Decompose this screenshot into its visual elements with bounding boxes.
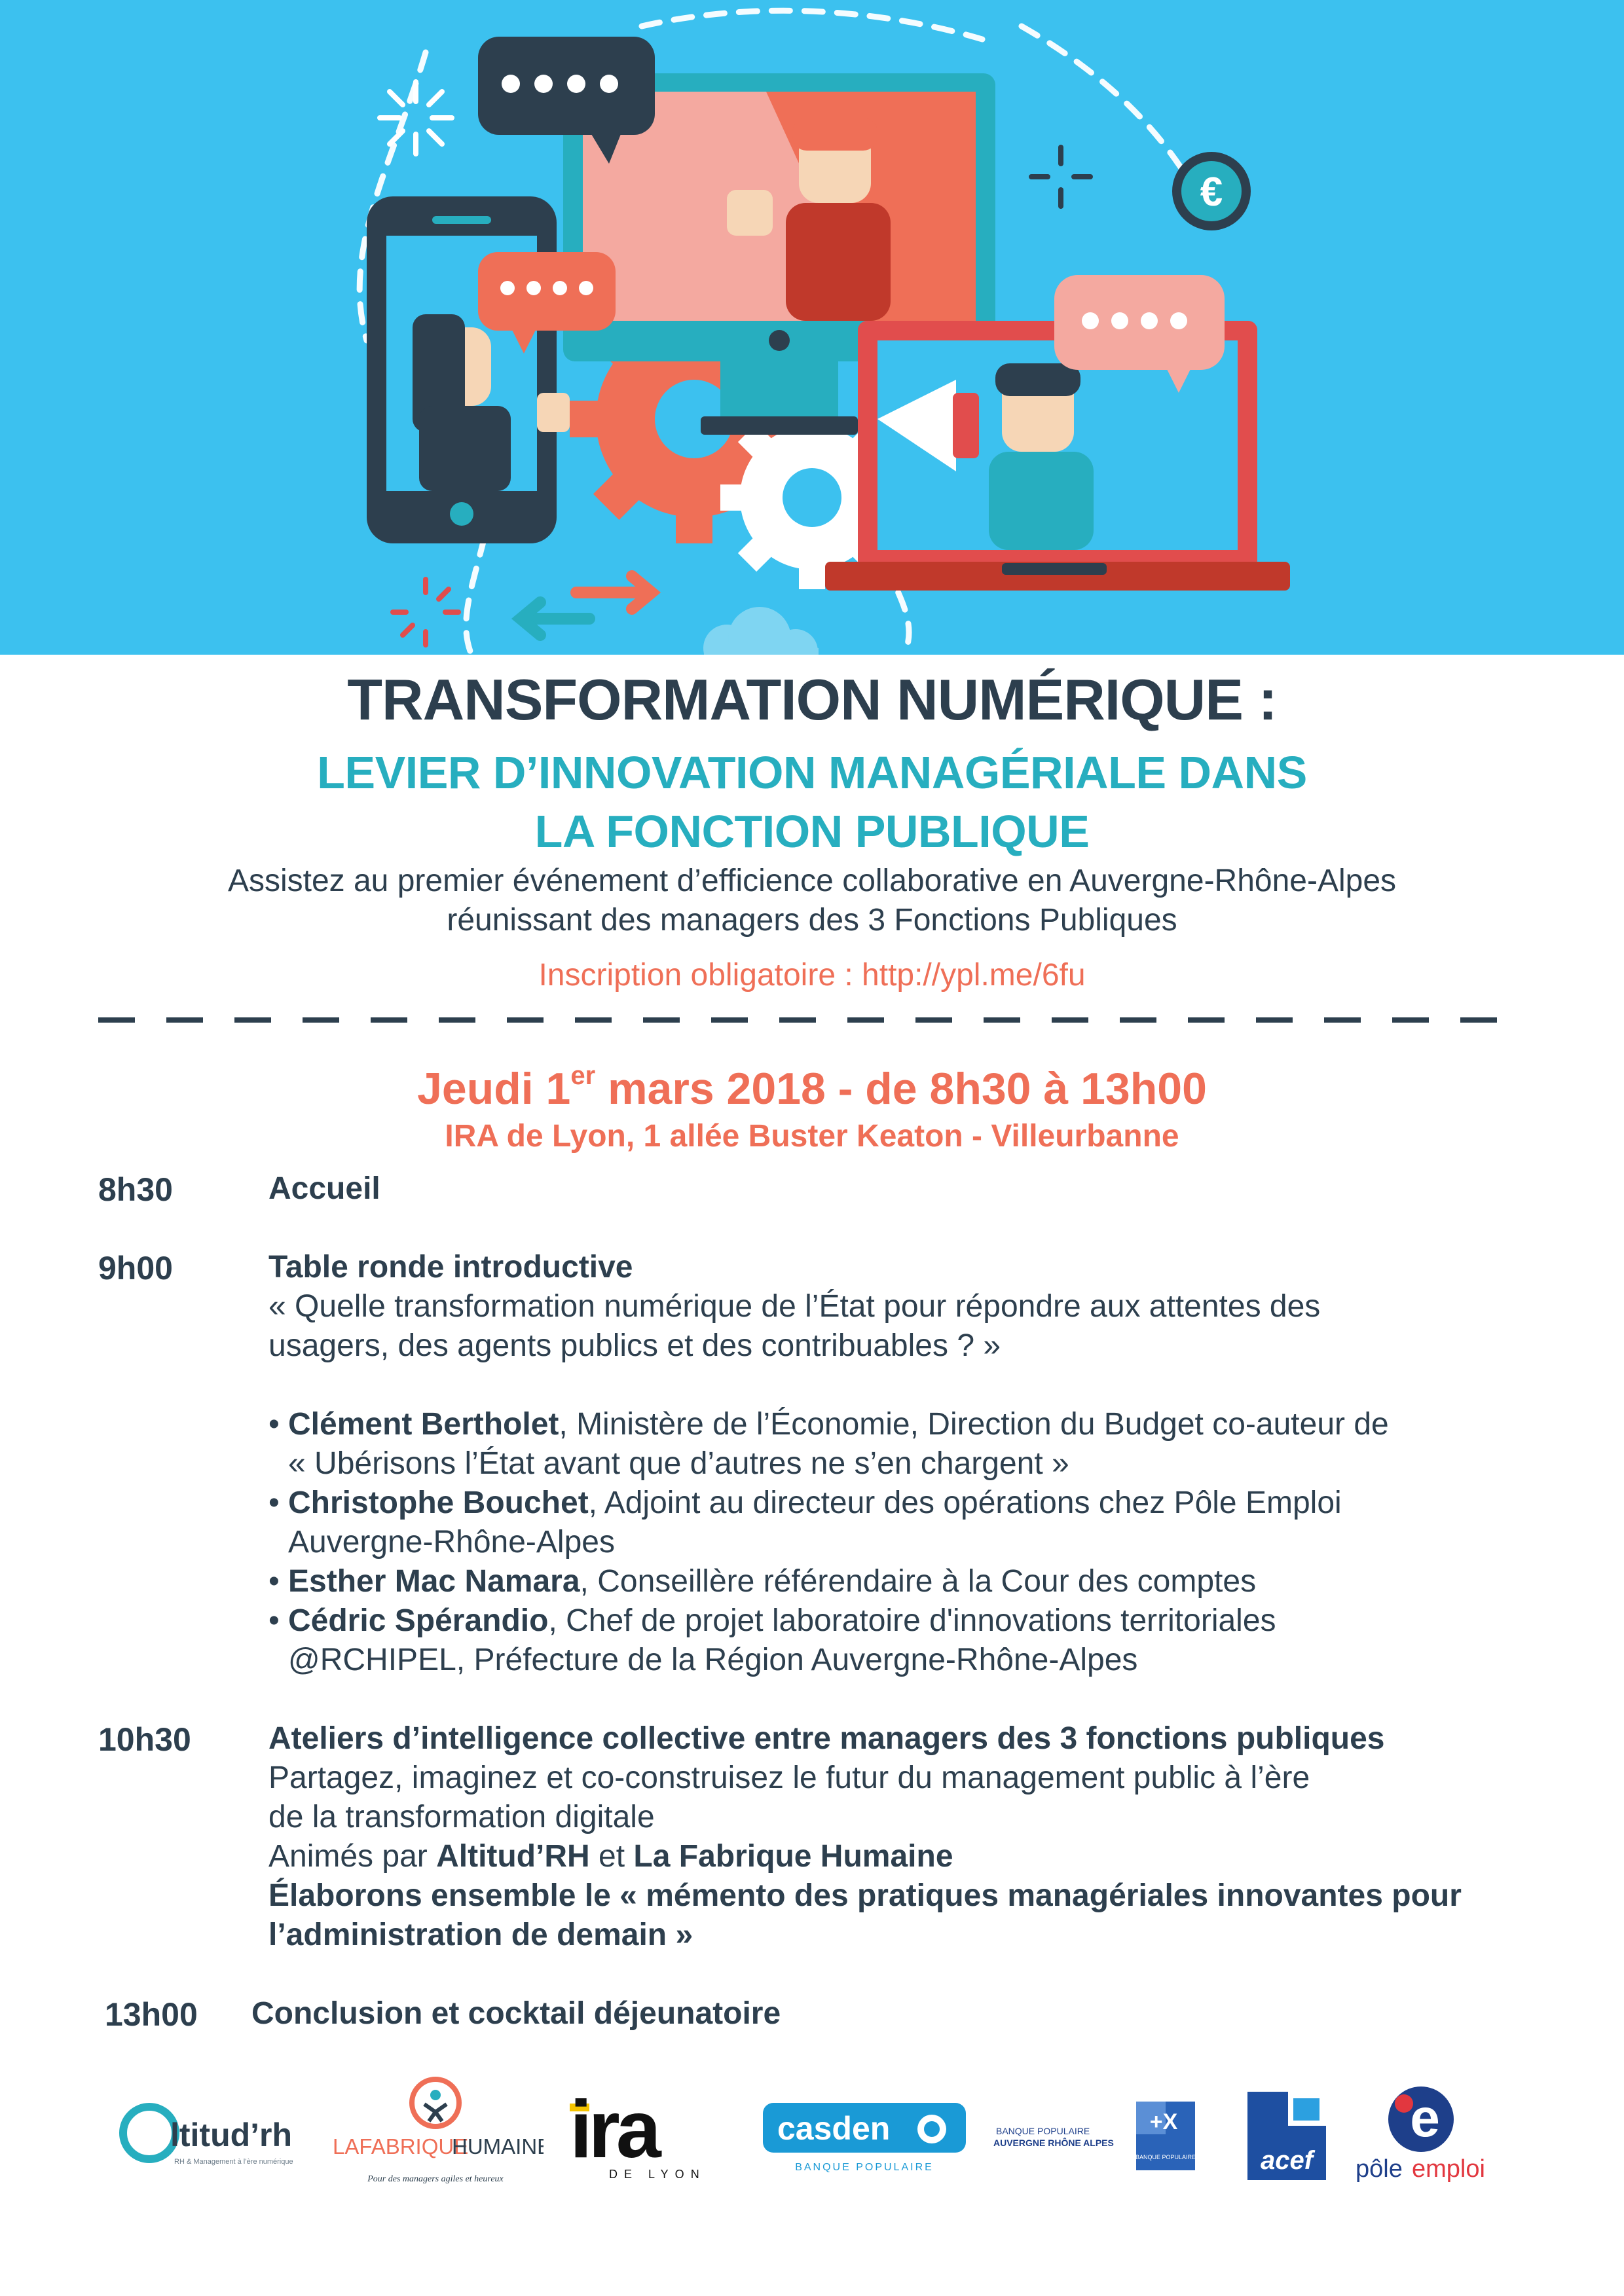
bp-line1: BANQUE POPULAIRE <box>996 2126 1090 2136</box>
laptop-icon <box>825 321 1290 591</box>
sparkle-icon <box>1031 147 1090 206</box>
cloud-icon <box>703 607 819 655</box>
dashed-divider <box>98 1017 1526 1023</box>
hosts-and: et <box>589 1839 634 1874</box>
host-altitud: Altitud’RH <box>436 1839 590 1874</box>
ira-sub: DE LYON <box>609 2168 706 2181</box>
programme-time: 8h30 <box>98 1171 173 1208</box>
pole-word1: pôle <box>1356 2155 1403 2183</box>
fabrique-person-icon <box>412 2079 459 2126</box>
speaker-line <box>288 1603 1276 1639</box>
bullet: • <box>268 1407 280 1442</box>
programme-time: 9h00 <box>98 1250 173 1286</box>
inscription-link[interactable]: Inscription obligatoire : http://ypl.me/6fu <box>538 958 1086 993</box>
bp-badge: +X <box>1149 2109 1178 2134</box>
intro-line-1: Assistez au premier événement d’efficience collaborative en Auvergne-Rhône-Alpes <box>227 864 1397 898</box>
speaker-role-cont: @RCHIPEL, Préfecture de la Région Auvergne-Rhône-Alpes <box>288 1643 1138 1677</box>
programme-title: Table ronde introductive <box>268 1250 633 1285</box>
pole-mark: e <box>1410 2088 1440 2148</box>
altitud-name: ltitud’rh <box>170 2117 293 2153</box>
acef-mark-icon <box>1293 2098 1320 2121</box>
intro-line-2: réunissant des managers des 3 Fonctions Publiques <box>447 903 1177 938</box>
ira-lyon-logo <box>570 2092 720 2183</box>
euro-coin-icon <box>1172 152 1251 230</box>
banque-populaire-logo <box>992 2095 1202 2180</box>
roundtable-question-line-1: « Quelle transformation numérique de l’État pour répondre aux attentes des <box>268 1289 1321 1324</box>
subtitle-line-1: LEVIER D’INNOVATION MANAGÉRIALE DANS <box>317 747 1307 798</box>
bullet: • <box>268 1564 280 1599</box>
speaker-role: , Chef de projet laboratoire d'innovations territoriales <box>548 1603 1276 1638</box>
altitud-circle-icon <box>123 2107 175 2159</box>
event-venue: IRA de Lyon, 1 allée Buster Keaton - Villeurbanne <box>445 1119 1179 1154</box>
date-prefix: Jeudi 1 <box>417 1064 571 1114</box>
speaker-line <box>288 1406 1389 1442</box>
host-fabrique: La Fabrique Humaine <box>633 1839 953 1874</box>
sparkle-icon <box>393 579 458 645</box>
euro-symbol: € <box>1200 170 1223 215</box>
date-suffix: mars 2018 - de 8h30 à 13h00 <box>595 1064 1207 1114</box>
workshop-desc-line-2: de la transformation digitale <box>268 1800 655 1834</box>
speaker-role-cont: « Ubérisons l’État avant que d’autres ne s’en chargent » <box>288 1446 1069 1481</box>
hero-illustration <box>0 0 1624 655</box>
bp-badge-sub: BANQUE POPULAIRE <box>1135 2154 1196 2160</box>
pole-emploi-logo <box>1349 2085 1493 2183</box>
acef-name: acef <box>1260 2146 1314 2175</box>
bp-line2: AUVERGNE RHÔNE ALPES <box>993 2138 1114 2148</box>
casden-logo <box>763 2103 966 2175</box>
bullet: • <box>268 1485 280 1520</box>
bullet: • <box>268 1603 280 1638</box>
hero-artwork <box>0 0 1624 655</box>
programme-title: Ateliers d’intelligence collective entre managers des 3 fonctions publiques <box>268 1721 1385 1756</box>
fabrique-name-b: HUMAINE <box>452 2134 544 2159</box>
exchange-arrows-icon <box>521 576 652 635</box>
event-date <box>0 1063 1624 1114</box>
fabrique-name-a: LAFABRIQUE <box>333 2134 469 2159</box>
speaker-name: Clément Bertholet <box>288 1407 559 1442</box>
acef-logo <box>1247 2092 1326 2180</box>
altitud-rh-logo <box>118 2095 301 2174</box>
page-title: TRANSFORMATION NUMÉRIQUE : <box>347 667 1277 732</box>
workshop-goal-line-2: l’administration de demain » <box>268 1918 693 1952</box>
workshop-hosts <box>268 1838 953 1874</box>
workshop-goal-line-1: Élaborons ensemble le « mémento des pratiques managériales innovantes pour <box>268 1878 1462 1913</box>
pole-word2: emploi <box>1412 2155 1485 2183</box>
speaker-role: , Ministère de l’Économie, Direction du Budget co-auteur de <box>559 1407 1389 1442</box>
workshop-desc-line-1: Partagez, imaginez et co-construisez le futur du management public à l’ère <box>268 1760 1310 1795</box>
programme-time: 10h30 <box>98 1721 191 1758</box>
subtitle-line-2: LA FONCTION PUBLIQUE <box>534 806 1090 857</box>
speaker-role-cont: Auvergne-Rhône-Alpes <box>288 1525 615 1559</box>
roundtable-question-line-2: usagers, des agents publics et des contribuables ? » <box>268 1328 1001 1363</box>
casden-sub: BANQUE POPULAIRE <box>795 2162 934 2173</box>
speaker-name: Christophe Bouchet <box>288 1485 589 1520</box>
smartphone-icon <box>367 196 570 543</box>
programme-title: Conclusion et cocktail déjeunatoire <box>251 1996 781 2031</box>
speaker-name: Esther Mac Namara <box>288 1564 580 1599</box>
fabrique-tagline: Pour des managers agiles et heureux <box>367 2174 504 2184</box>
casden-name: casden <box>777 2110 891 2147</box>
hosts-prefix: Animés par <box>268 1839 437 1874</box>
fabrique-humaine-logo <box>327 2075 544 2193</box>
sparkle-icon <box>380 82 452 154</box>
ira-name: ira <box>570 2092 657 2175</box>
altitud-tagline: RH & Management à l’ère numérique <box>174 2158 293 2166</box>
speaker-role: , Adjoint au directeur des opérations chez Pôle Emploi <box>588 1485 1342 1520</box>
speaker-line <box>288 1563 1256 1599</box>
programme-title: Accueil <box>268 1171 380 1206</box>
speaker-line <box>288 1485 1342 1521</box>
speaker-role: , Conseillère référendaire à la Cour des comptes <box>580 1564 1257 1599</box>
speaker-name: Cédric Spérandio <box>288 1603 549 1638</box>
date-ordinal: er <box>570 1061 596 1090</box>
programme-time: 13h00 <box>105 1996 198 2033</box>
